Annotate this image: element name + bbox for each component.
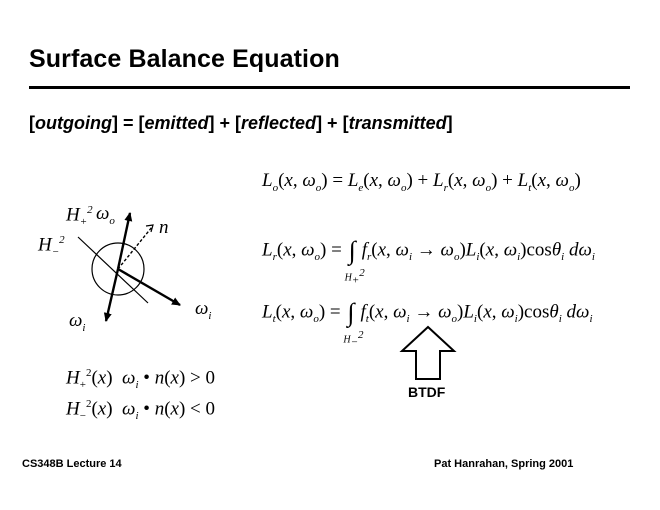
btdf-up-arrow [398, 325, 458, 381]
footer-course: CS348B Lecture 14 [22, 458, 122, 470]
label-h-minus: $H_-^2$ [38, 234, 65, 259]
normal-arrowhead [146, 225, 153, 232]
equation-balance: $L_o(x$, $\omega_o) = L_e(x$, $\omega_o) + L_r(x$, $\omega_o) + L_t(x$, $\omega_o$) [262, 170, 581, 194]
term-outgoing: outgoing [35, 113, 112, 133]
label-h-plus: $H_+^2$ [66, 204, 93, 229]
hemisphere-plus-definition: $H_+^2(x)$ $\omega_i$ • n(x) > 0 [66, 367, 215, 392]
bracket: ] + [ [208, 113, 242, 133]
label-omega-o: $\omega_o$ [96, 203, 115, 227]
label-omega-i-left: $\omega_i$ [69, 310, 86, 334]
integral-sign: ∫ $H_-^2$ [343, 298, 364, 349]
bracket: ] + [ [316, 113, 349, 133]
bracket: ] [446, 113, 453, 133]
term-reflected: reflected [241, 113, 317, 133]
equation-transmitted: $L_t(x$, $\omega_o$) = ∫ $H_-^2$ $f_t(x$, $\omega_i \to \omega_o)L_i(x$, $\omega_i)\cos\theta_i$ $d\omega_i$ [262, 298, 593, 349]
title-divider [29, 86, 630, 89]
hemisphere-minus-definition: $H_-^2(x)$ $\omega_i$ • n(x) < 0 [66, 398, 215, 423]
bracket: ] = [ [111, 113, 145, 133]
balance-subtitle [29, 113, 453, 134]
diagram-svg [30, 195, 250, 345]
slide-title: Surface Balance Equation [29, 45, 340, 73]
bracket: [ [29, 113, 35, 133]
term-transmitted: transmitted [348, 113, 447, 133]
footer-author: Pat Hanrahan, Spring 2001 [434, 458, 574, 470]
label-normal-n: n [159, 217, 169, 238]
equation-reflected: $L_r(x$, $\omega_o$) = ∫ $H_+^2$ $f_r(x$, $\omega_i \to \omega_o)L_i(x$, $\omega_i)\cos\theta_i$ $d\omega_i$ [262, 236, 595, 287]
term-emitted: emitted [144, 113, 209, 133]
surface-diagram [30, 195, 250, 345]
label-omega-i-right: $\omega_i$ [195, 298, 212, 322]
omega-i-arrow [118, 269, 180, 305]
integral-sign: ∫ $H_+^2$ [344, 236, 365, 287]
btdf-label: BTDF [408, 384, 446, 400]
